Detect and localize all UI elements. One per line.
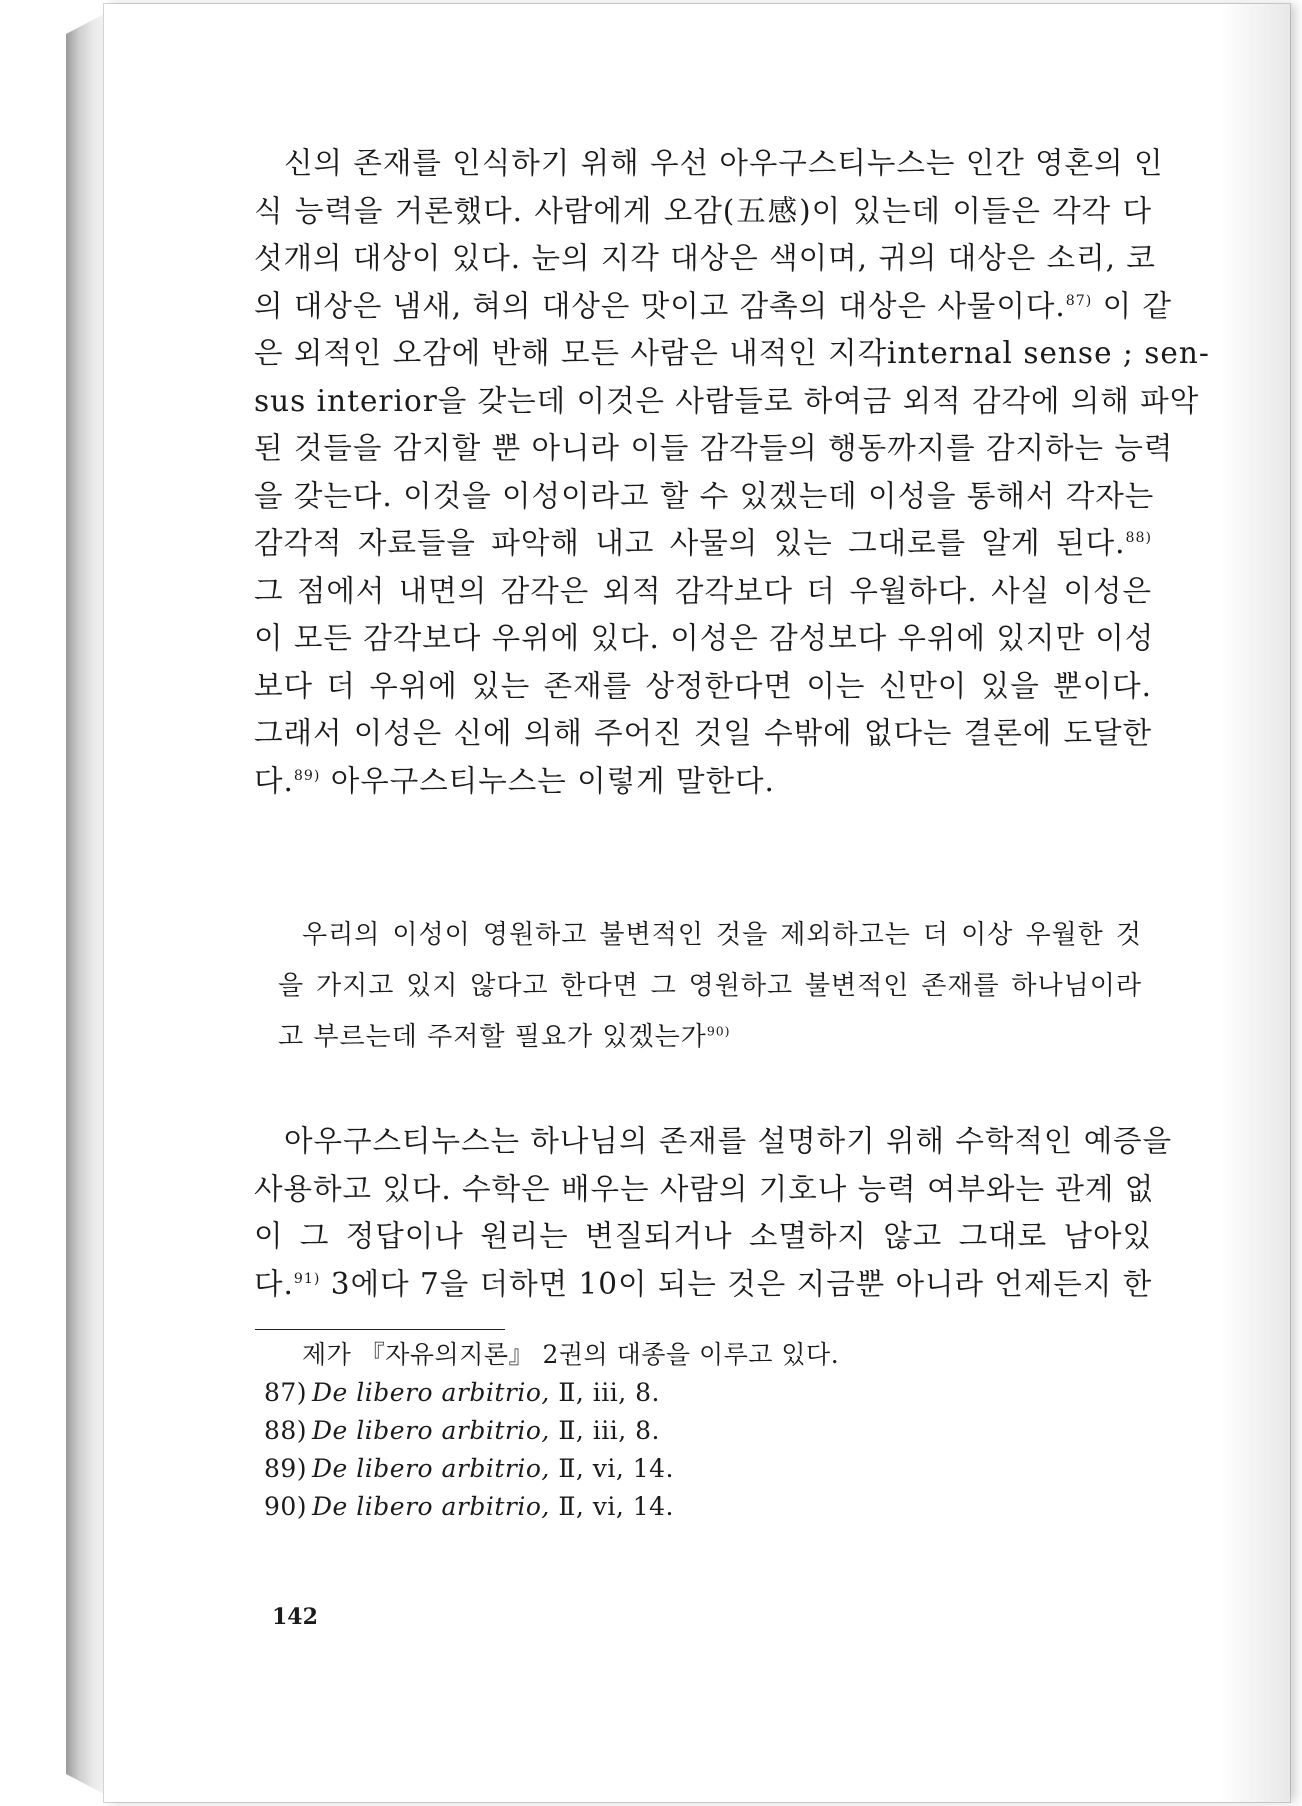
- block-quote: [278, 910, 1142, 1063]
- text-line: [254, 1261, 1152, 1309]
- footnote-ref-text: Ⅱ, iii, 8.: [549, 1378, 660, 1407]
- footnote-number: 89): [264, 1454, 308, 1483]
- footnote-89: [264, 1450, 1164, 1488]
- text-segment: 의 대상은 냄새, 혀의 대상은 맛이고 감촉의 대상은 사물이다.: [254, 288, 1066, 323]
- footnote-87: [264, 1374, 1164, 1412]
- text-line: [254, 758, 1152, 806]
- text-line: 섯개의 대상이 있다. 눈의 지각 대상은 색이며, 귀의 대상은 소리, 코: [254, 241, 1156, 275]
- text-line: 된 것들을 감지할 뿐 아니라 이들 감각들의 행동까지를 감지하는 능력: [254, 431, 1174, 465]
- footnote-ref: 91): [293, 1270, 321, 1287]
- text-segment: 감각적 자료들을 파악해 내고 사물의 있는 그대로를 알게 된다.: [254, 526, 1126, 560]
- text-segment: 아우구스티누스는 이렇게 말한다.: [320, 763, 775, 798]
- footnote-ref-text: Ⅱ, vi, 14.: [549, 1454, 674, 1483]
- footnote-ref: 89): [293, 767, 321, 784]
- text-segment: 고 부르는데 주저할 필요가 있겠는가: [278, 1022, 707, 1052]
- footnote-continuation: 제가 『자유의지론』 2권의 대종을 이루고 있다.: [302, 1340, 840, 1369]
- text-line: 은 외적인 오감에 반해 모든 사람은 내적인 지각internal sense ; sen-: [254, 336, 1210, 370]
- text-line: 사용하고 있다. 수학은 배우는 사람의 기호나 능력 여부와는 관계 없: [254, 1171, 1155, 1206]
- footnote-title: De libero arbitrio,: [312, 1416, 550, 1445]
- text-line: sus interior을 갖는데 이것은 사람들로 하여금 외적 감각에 의해 파악: [254, 383, 1200, 418]
- text-line: 그 점에서 내면의 감각은 외적 감각보다 더 우월하다. 사실 이성은: [254, 573, 1152, 608]
- text-line: [254, 520, 1152, 568]
- page-edge-shadow: [1220, 4, 1290, 1802]
- footnote-divider: [255, 1329, 505, 1330]
- text-line: [254, 283, 1172, 331]
- text-line: 그래서 이성은 신에 의해 주어진 것일 수밖에 없다는 결론에 도달한: [254, 716, 1152, 750]
- footnote-ref: 90): [706, 1023, 731, 1039]
- footnote-number: 88): [264, 1416, 308, 1445]
- footnote-title: De libero arbitrio,: [312, 1454, 550, 1483]
- text-line: 아우구스티누스는 하나님의 존재를 설명하기 위해 수학적인 예증을: [284, 1124, 1173, 1158]
- body-paragraph-2: [254, 1118, 1173, 1308]
- text-segment: 3에다 7을 더하면 10이 되는 것은 지금뿐 아니라 언제든지 한: [320, 1266, 1153, 1301]
- footnotes: [264, 1336, 1164, 1526]
- quote-line: 을 가지고 있지 않다고 한다면 그 영원하고 불변적인 존재를 하나님이라: [278, 971, 1142, 1001]
- footnote-88: [264, 1412, 1164, 1450]
- text-line: 보다 더 우위에 있는 존재를 상정한다면 이는 신만이 있을 뿐이다.: [254, 668, 1152, 703]
- text-line: 을 갖는다. 이것을 이성이라고 할 수 있겠는데 이성을 통해서 각자는: [254, 478, 1155, 513]
- footnote-ref-text: Ⅱ, iii, 8.: [549, 1416, 660, 1445]
- footnote-number: 90): [264, 1492, 308, 1521]
- text-line: 신의 존재를 인식하기 위해 우선 아우구스티누스는 인간 영혼의 인: [284, 146, 1164, 180]
- text-line: 이 그 정답이나 원리는 변질되거나 소멸하지 않고 그대로 남아있: [254, 1219, 1152, 1253]
- body-paragraph-1: [254, 140, 1210, 805]
- footnote-number: 87): [264, 1378, 308, 1407]
- text-segment: 다.: [254, 763, 294, 798]
- text-segment: 이 같: [1092, 288, 1172, 323]
- text-segment: 다.: [254, 1266, 294, 1301]
- footnote-title: De libero arbitrio,: [312, 1492, 550, 1521]
- text-line: 식 능력을 거론했다. 사람에게 오감(五感)이 있는데 이들은 각각 다: [254, 193, 1152, 228]
- page-number: 142: [272, 1604, 318, 1630]
- footnote-title: De libero arbitrio,: [312, 1378, 550, 1407]
- footnote-ref-text: Ⅱ, vi, 14.: [549, 1492, 674, 1521]
- quote-line: 우리의 이성이 영원하고 불변적인 것을 제외하고는 더 이상 우월한 것: [302, 920, 1142, 950]
- footnote-ref: 87): [1065, 292, 1093, 309]
- footnote-90: [264, 1488, 1164, 1526]
- text-line: 이 모든 감각보다 우위에 있다. 이성은 감성보다 우위에 있지만 이성: [254, 621, 1155, 655]
- quote-line: [278, 1012, 1142, 1063]
- footnote-ref: 88): [1125, 530, 1152, 547]
- book-spine-edge: [66, 14, 104, 1794]
